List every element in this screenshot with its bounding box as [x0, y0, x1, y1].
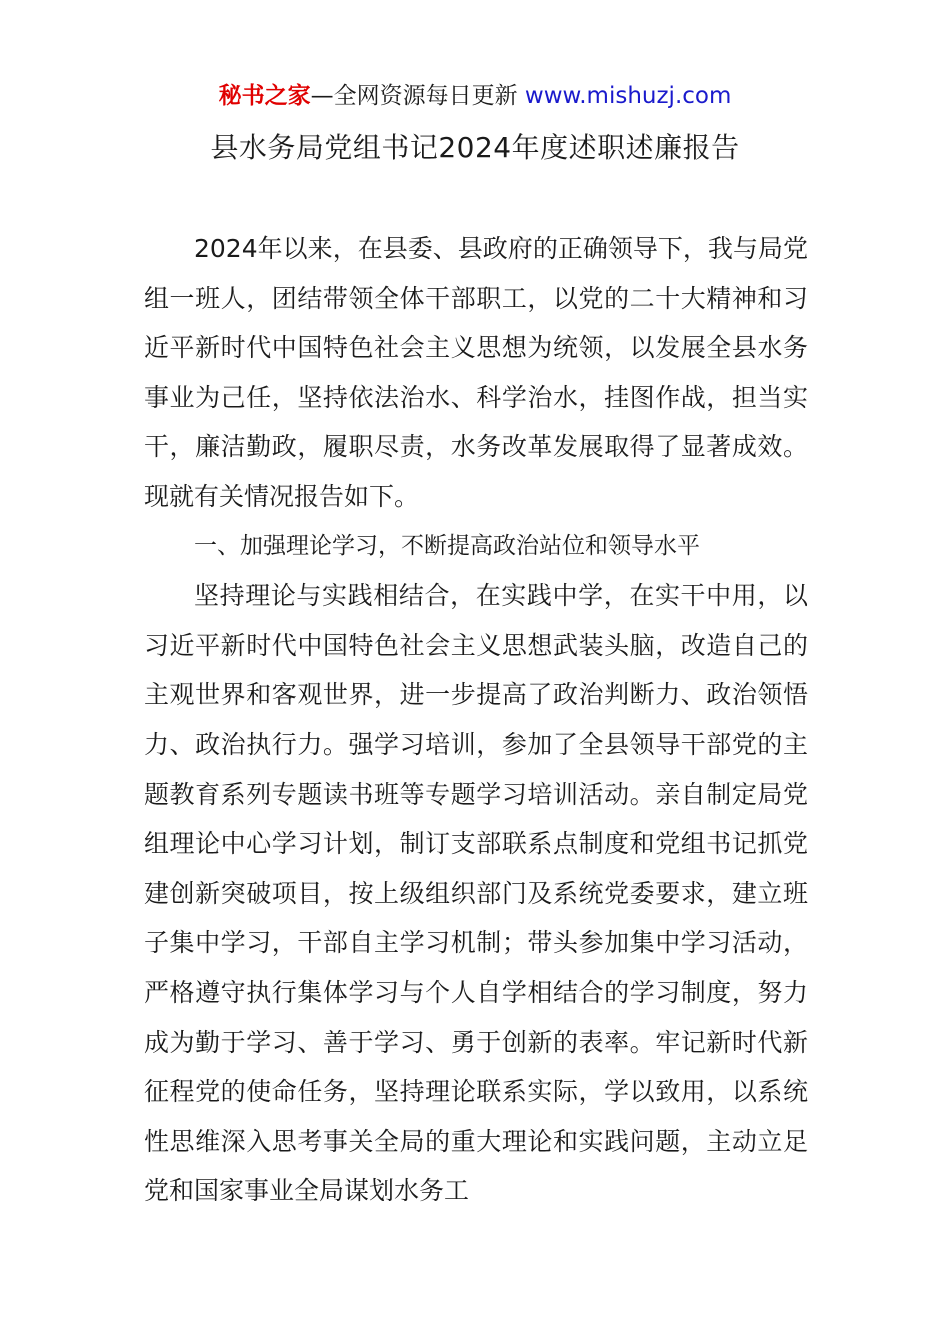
- site-url[interactable]: www.mishuzj.com: [524, 83, 732, 109]
- site-header: [0, 80, 950, 112]
- document-title: 县水务局党组书记2024年度述职述廉报告: [210, 131, 740, 164]
- site-slogan: —全网资源每日更新: [310, 83, 525, 109]
- site-brand: 秘书之家: [218, 83, 311, 109]
- section-heading: 一、加强理论学习，不断提高政治站位和领导水平: [194, 532, 700, 559]
- section-paragraph: 坚持理论与实践相结合，在实践中学，在实干中用，以习近平新时代中国特色社会主义思想武装头脑，改造自己的主观世界和客观世界，进一步提高了政治判断力、政治领悟力、政治执行力。强学习培训，参加了全县领导干部党的主题教育系列专题读书班等专题学习培训活动。亲自制定局党组理论中心学习计划，制订支部联系点制度和党组书记抓党建创新突破项目，按上级组织部门及系统党委要求，建立班子集中学习，干部自主学习机制；带头参加集中学习活动，严格遵守执行集体学习与个人自学相结合的学习制度，努力成为勤于学习、善于学习、勇于创新的表率。牢记新时代新征程党的使命任务，坚持理论联系实际，学以致用，以系统性思维深入思考事关全局的重大理论和实践问题，主动立足党和国家事业全局谋划水务工: [144, 581, 808, 1206]
- document-body: [144, 224, 808, 1216]
- intro-paragraph: 2024年以来，在县委、县政府的正确领导下，我与局党组一班人，团结带领全体干部职工，以党的二十大精神和习近平新时代中国特色社会主义思想为统领，以发展全县水务事业为己任，坚持依法治水、科学治水，挂图作战，担当实干，廉洁勤政，履职尽责，水务改革发展取得了显著成效。现就有关情况报告如下。: [144, 234, 808, 511]
